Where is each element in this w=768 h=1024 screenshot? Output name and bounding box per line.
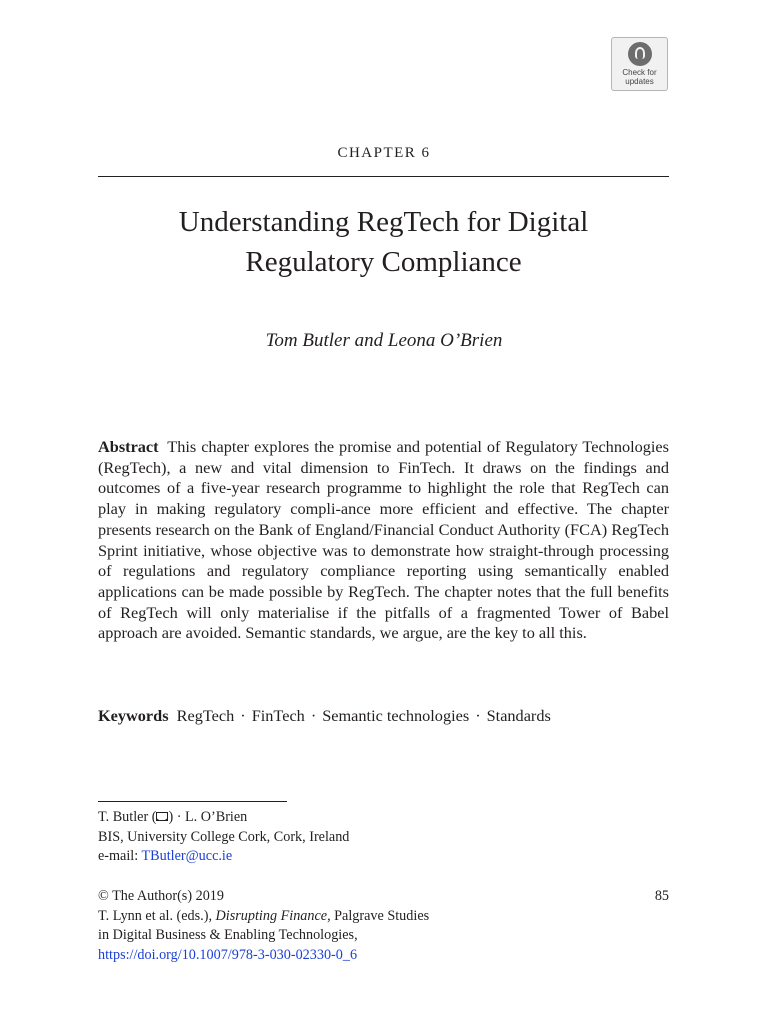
email-link[interactable]: TButler@ucc.ie [141, 848, 233, 864]
book-title: Disrupting Finance [215, 907, 328, 924]
author-1: T. Butler [98, 809, 149, 825]
citation-line-2: in Digital Business & Enabling Technologies, [98, 927, 358, 943]
keyword: Semantic technologies [322, 706, 470, 725]
email-line [98, 847, 669, 867]
citation-line-1 [98, 907, 669, 927]
page-number: 85 [654, 888, 669, 904]
authors: Tom Butler and Leona O’Brien [265, 330, 503, 351]
badge-label-1: Check for [622, 68, 657, 77]
series-part-a: , Palgrave Studies [327, 907, 430, 924]
keyword-separator: · [240, 706, 246, 725]
institution: BIS, University College Cork, Cork, Ireland [98, 828, 350, 845]
check-for-updates-badge[interactable] [611, 37, 668, 91]
chapter-title [98, 202, 669, 282]
chapter-divider [98, 176, 669, 177]
keyword: Standards [486, 706, 551, 725]
footnote-divider [98, 801, 287, 802]
keyword: RegTech [176, 706, 235, 725]
doi-line [98, 946, 669, 966]
keywords [98, 705, 669, 726]
abstract-label: Abstract [98, 437, 159, 456]
mail-icon [156, 812, 168, 821]
title-line-1: Understanding RegTech for Digital [178, 206, 589, 238]
doi-link[interactable]: https://doi.org/10.1007/978-3-030-02330-0_6 [98, 946, 358, 963]
copyright: © The Author(s) 2019 [98, 888, 224, 904]
copyright-footer [98, 887, 669, 965]
author-line: T. Butler ( ) · L. O’Brien [98, 809, 248, 825]
chapter-label: CHAPTER 6 [337, 145, 431, 161]
bookmark-icon [628, 42, 652, 66]
author-2: L. O’Brien [185, 809, 248, 825]
title-line-2: Regulatory Compliance [245, 246, 522, 278]
keywords-label: Keywords [98, 706, 169, 725]
affiliation-footnote [98, 808, 669, 867]
editors: T. Lynn et al. (eds.), [98, 907, 212, 924]
abstract [98, 437, 669, 644]
badge-label-2: updates [625, 77, 654, 86]
keyword-separator: · [310, 706, 317, 725]
keyword-separator: · [475, 706, 481, 725]
keyword: FinTech [251, 706, 305, 725]
email-label: e-mail: [98, 848, 139, 864]
abstract-text: This chapter explores the promise and potential of Regulatory Technologies (RegTech), a new and vital dimension to FinTech. It draws on the findings and outcomes of a five-year research programme to highlight the role that RegTech can play in making regulatory compli-ance more efficient and effective. The chapter presents research on the Bank of England/Financial Conduct Authority (FCA) RegTech Sprint initiative, whose objective was to demonstrate how straight-through processing of regulations and regulatory compliance reporting using semantically enabled applications can be made possible by RegTech. The chapter notes that the full benefits of RegTech will only materialise if the pitfalls of a fragmented Tower of Babel approach are avoided. Semantic standards, we argue, are the key to all this. [98, 437, 669, 643]
